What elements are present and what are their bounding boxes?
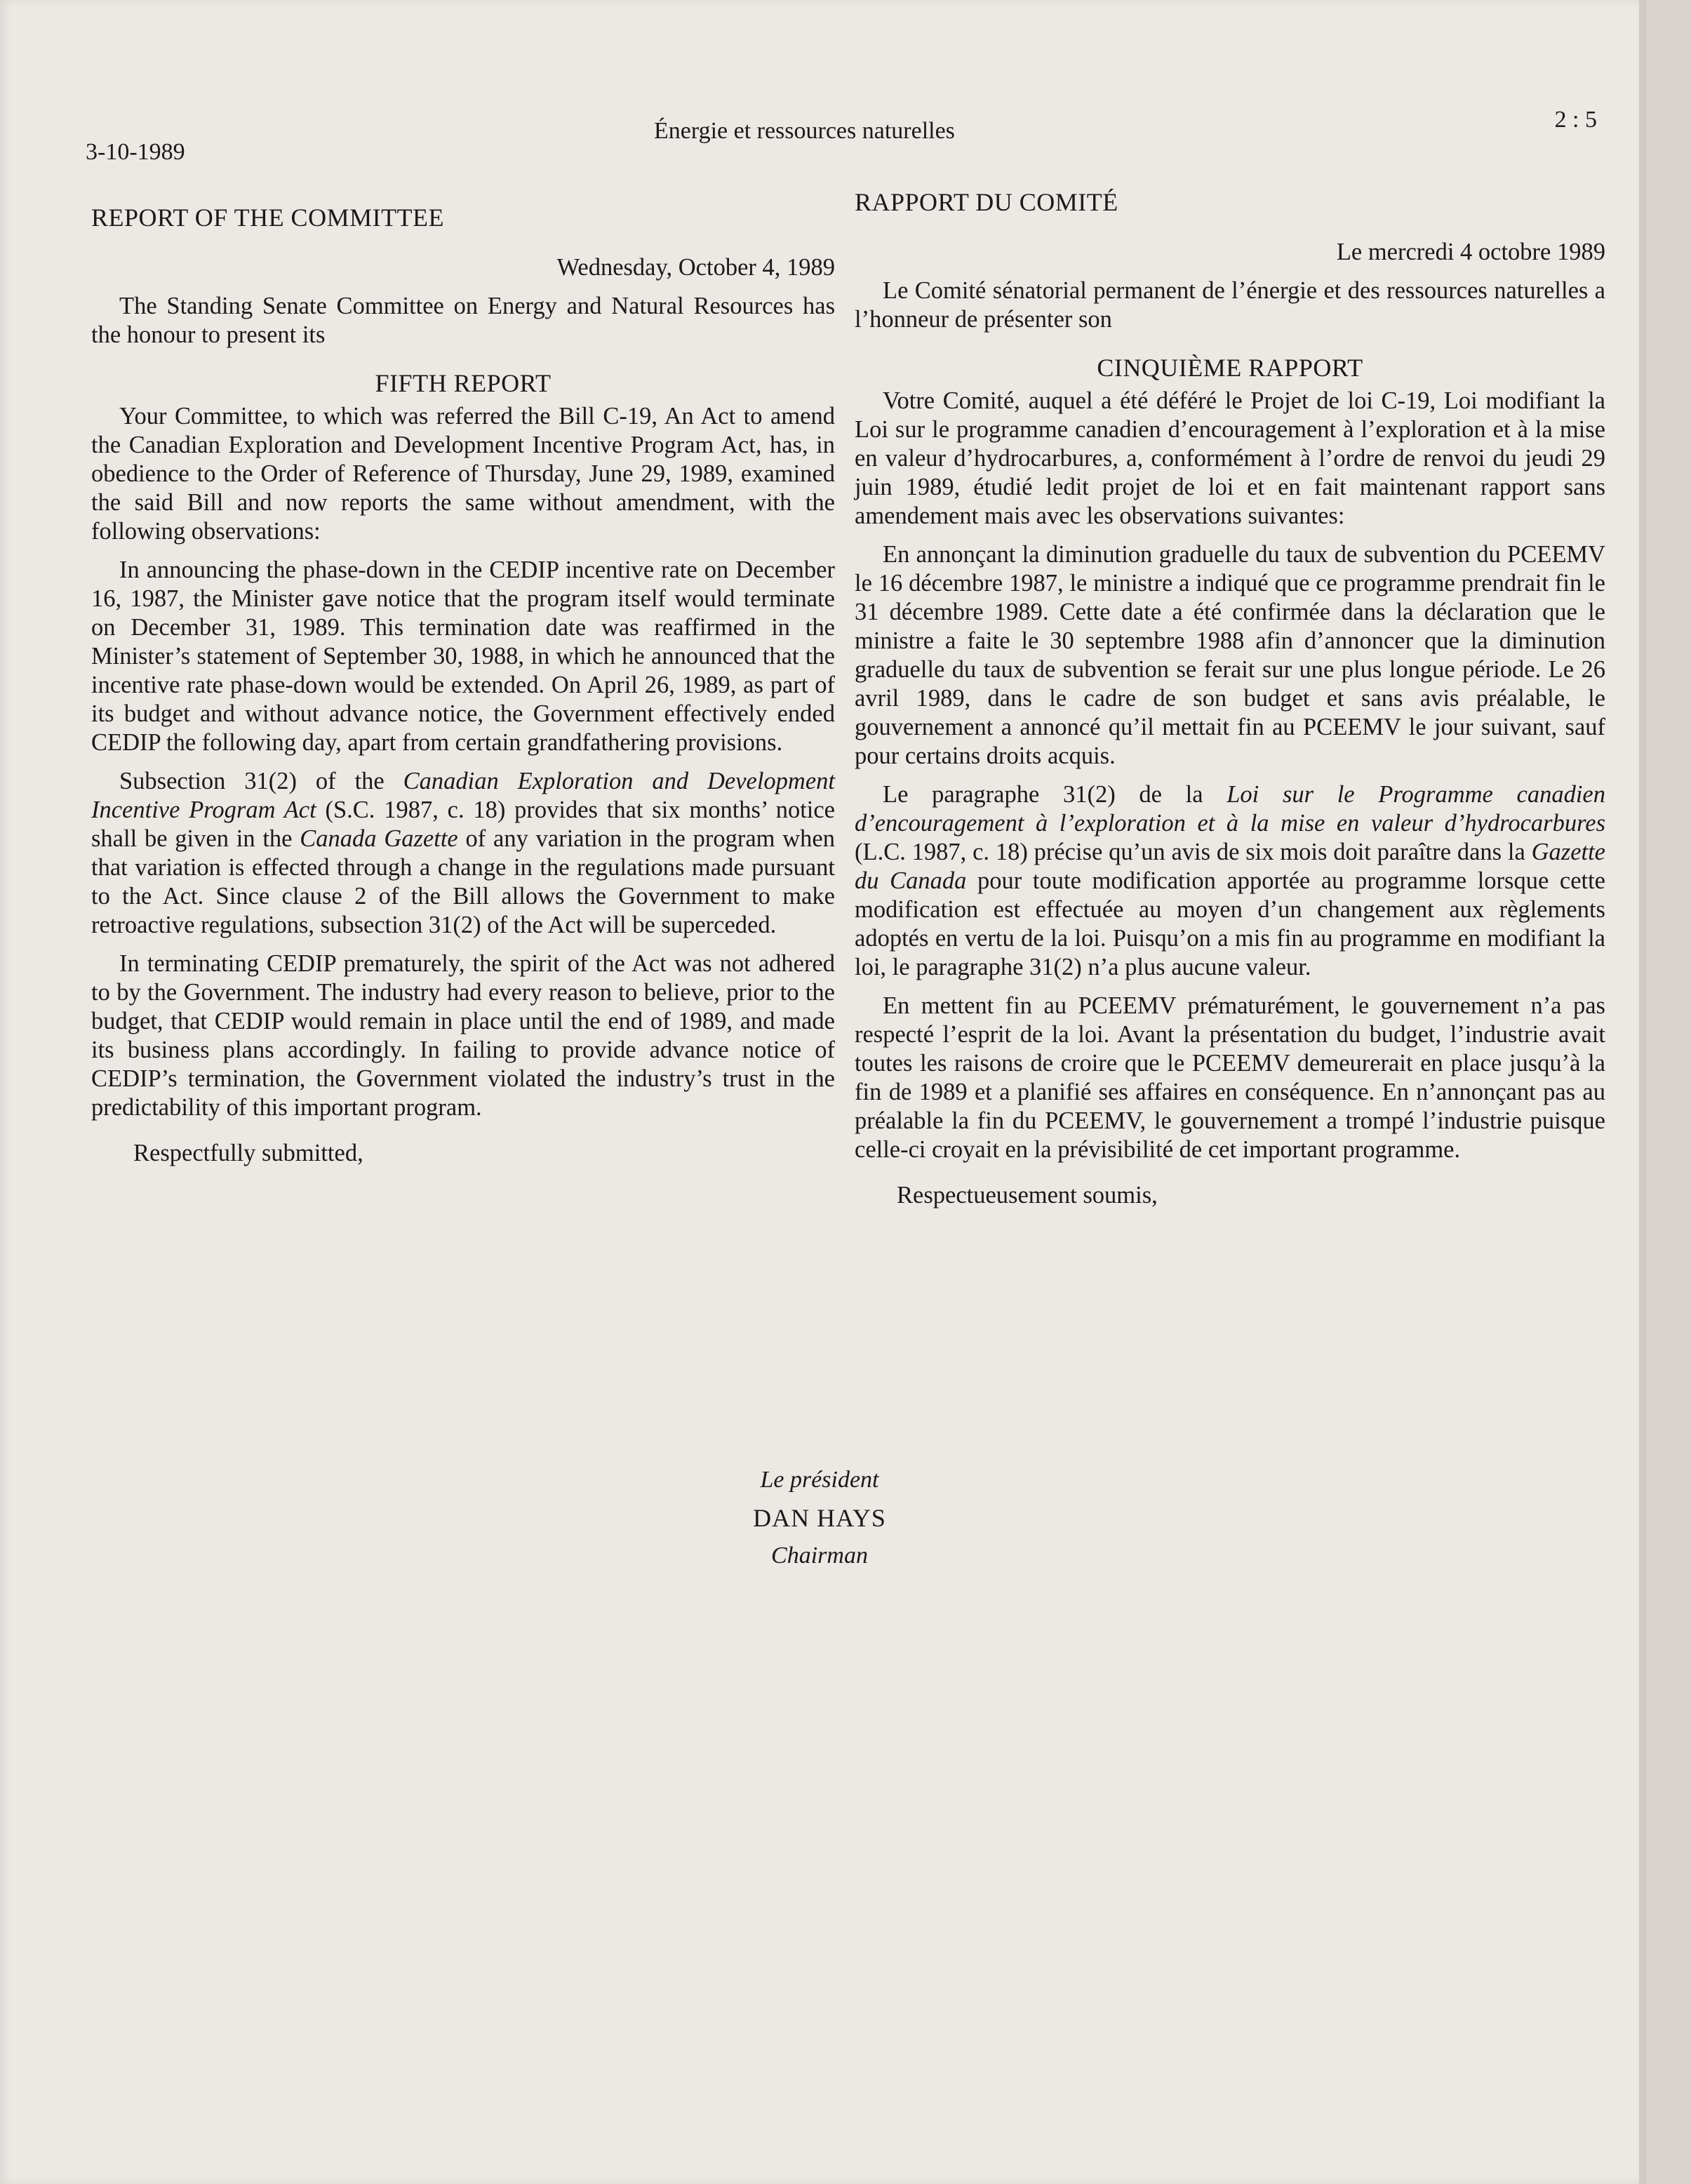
act-title-italic: Loi sur le Programme canadien d’encouragement à l’exploration et à la mise en valeur d’hydrocarbures xyxy=(855,781,1605,837)
page-header xyxy=(86,107,1597,165)
act-title-italic: Canadian Exploration and Development Incentive Program Act xyxy=(91,768,835,823)
gazette-italic: Canada Gazette xyxy=(300,825,458,852)
french-paragraph-1: Votre Comité, auquel a été déféré le Projet de loi C-19, Loi modifiant la Loi sur le programme canadien d’encouragement à l’exploration et à la mise en valeur d’hydrocarbures, a, conformément à l’ordre de renvoi du jeudi 29 juin 1989, étudié ledit projet de loi et en fait maintenant rapport sans amendement mais avec les observations suivantes: xyxy=(855,387,1605,529)
french-intro: Le Comité sénatorial permanent de l’énergie et des ressources naturelles a l’honneur de présenter son xyxy=(855,277,1605,333)
header-title: Énergie et ressources naturelles xyxy=(654,118,955,144)
french-closing: Respectueusement soumis, xyxy=(897,1182,1158,1208)
gazette-italic: Gazette du Canada xyxy=(855,839,1605,894)
english-heading: REPORT OF THE COMMITTEE xyxy=(91,204,445,232)
french-paragraph-4: En mettent fin au PCEEMV prématurément, le gouvernement n’a pas respecté l’esprit de la loi. Avant la présentation du budget, l’industrie avait toutes les raisons de croire que le PCEEMV demeurerait en place jusqu’à la fin de 1989 et a planifié ses affaires en conséquence. En n’annonçant pas au préalable la fin du PCEEMV, le gouvernement a trompé l’industrie puisque celle-ci croyait en la prévisibilité de cet important programme. xyxy=(855,992,1605,1163)
signature-name: DAN HAYS xyxy=(753,1504,886,1532)
english-closing: Respectfully submitted, xyxy=(133,1140,363,1166)
signature-block xyxy=(0,1461,1639,1575)
french-dateline: Le mercredi 4 octobre 1989 xyxy=(1336,239,1605,265)
text-run: Le paragraphe 31(2) de la xyxy=(883,781,1227,808)
english-report-title: FIFTH REPORT xyxy=(375,369,552,397)
english-intro: The Standing Senate Committee on Energy and Natural Resources has the honour to present its xyxy=(91,293,835,348)
english-paragraph-2: In announcing the phase-down in the CEDIP incentive rate on December 16, 1987, the Minister gave notice that the program itself would terminate on December 31, 1989. This termination date was reaffirmed in the Minister’s statement of September 30, 1988, in which he announced that the incentive rate phase-down would be extended. On April 26, 1989, as part of its budget and without advance notice, the Government effectively ended CEDIP the following day, apart from certain grandfathering provisions. xyxy=(91,557,835,756)
french-report-title: CINQUIÈME RAPPORT xyxy=(1097,354,1363,382)
text-run: (S.C. 1987, c. 18) provides that six months’ notice shall be given in the xyxy=(91,797,835,852)
french-paragraph-2: En annonçant la diminution graduelle du taux de subvention du PCEEMV le 16 décembre 1987, le ministre a indiqué que ce programme prendrait fin le 31 décembre 1989. Cette date a été confirmée dans la déclaration que le ministre a faite le 30 septembre 1988 afin d’annoncer que la diminution graduelle du taux de subvention se ferait sur une plus longue période. Le 26 avril 1989, dans le cadre de son budget et sans avis préalable, le gouvernement a annoncé qu’il mettait fin au PCEEMV le jour suivant, sauf pour certains droits acquis. xyxy=(855,541,1605,769)
english-column xyxy=(91,204,835,1178)
signature-title-en: Chairman xyxy=(771,1543,868,1569)
header-date: 3-10-1989 xyxy=(86,139,185,165)
english-paragraph-1: Your Committee, to which was referred the Bill C-19, An Act to amend the Canadian Exploration and Development Incentive Program Act, has, in obedience to the Order of Reference of Thursday, June 29, 1989, examined the said Bill and now reports the same without amendment, with the following observations: xyxy=(91,403,835,545)
text-run: of any variation in the program when that variation is effected through a change in the regulations made pursuant to the Act. Since clause 2 of the Bill allows the Government to make retroactive regulations, subsection 31(2) of the Act will be superceded. xyxy=(91,825,835,938)
french-paragraph-3 xyxy=(855,780,1605,982)
header-page-number: 2 : 5 xyxy=(1554,107,1597,133)
french-column xyxy=(855,188,1605,1220)
signature-title-fr: Le président xyxy=(760,1467,879,1493)
french-heading: RAPPORT DU COMITÉ xyxy=(855,188,1118,216)
text-run: pour toute modification apportée au programme lorsque cette modification est effectuée au moyen d’un changement aux règlements adoptés en vertu de la loi. Puisqu’on a mis fin au programme en modifiant la loi, le paragraphe 31(2) n’a plus aucune valeur. xyxy=(855,867,1605,980)
english-paragraph-3 xyxy=(91,767,835,940)
text-run: (L.C. 1987, c. 18) précise qu’un avis de six mois doit paraître dans la xyxy=(855,839,1532,865)
text-run: Subsection 31(2) of the xyxy=(119,768,403,794)
english-dateline: Wednesday, October 4, 1989 xyxy=(556,254,835,281)
english-paragraph-4: In terminating CEDIP prematurely, the spirit of the Act was not adhered to by the Government. The industry had every reason to believe, prior to the budget, that CEDIP would remain in place until the end of 1989, and made its business plans accordingly. In failing to provide advance notice of CEDIP’s termination, the Government violated the industry’s trust in the predictability of this important program. xyxy=(91,950,835,1121)
